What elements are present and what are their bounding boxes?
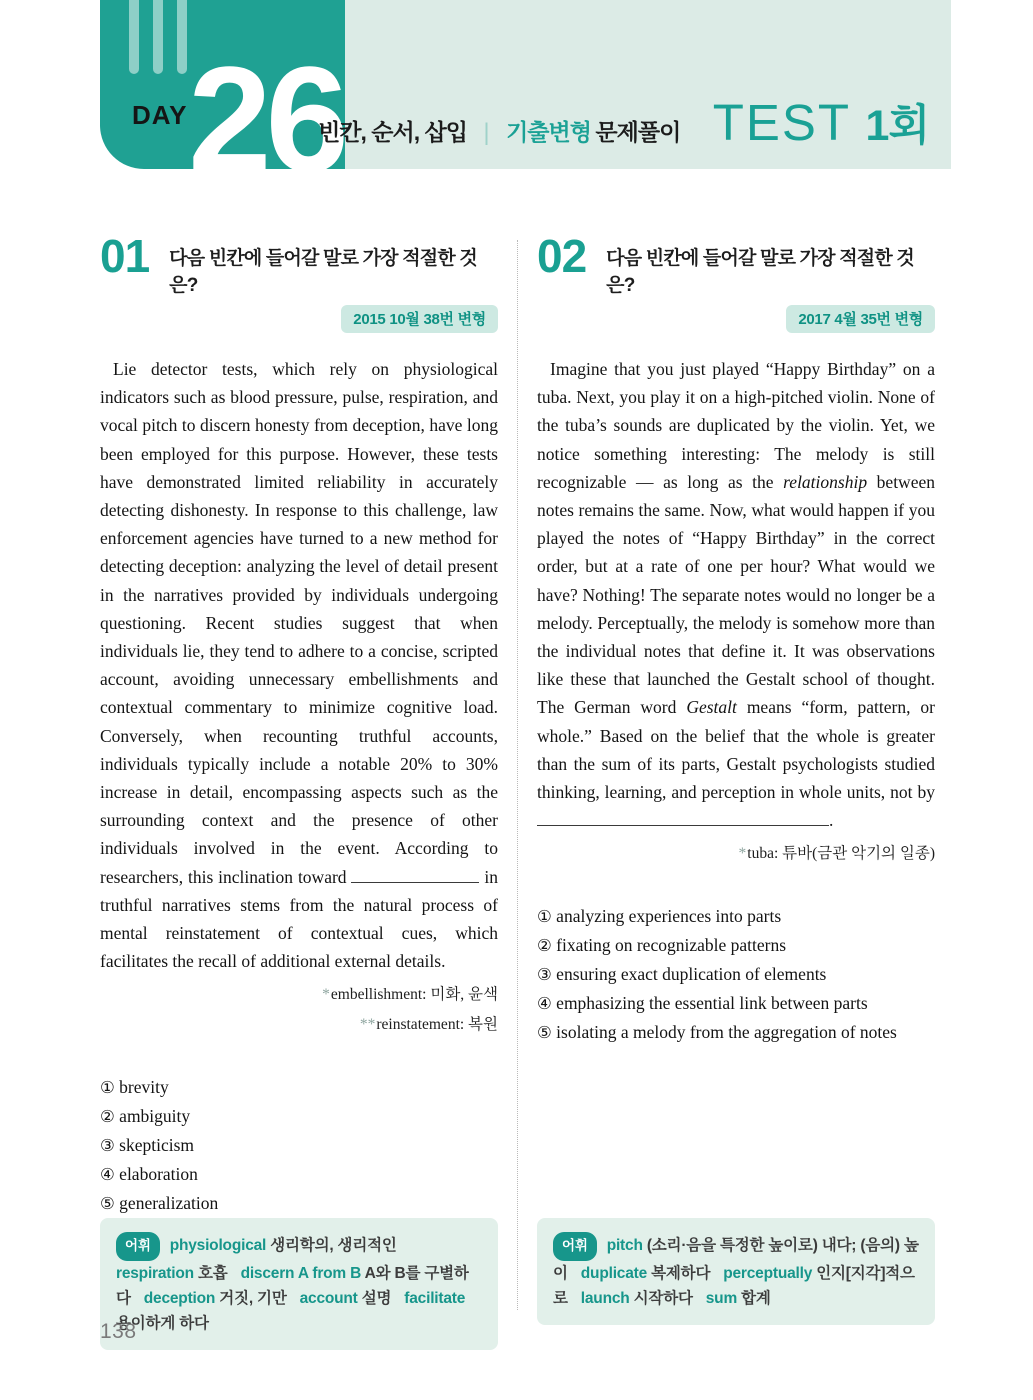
- choice-text: isolating a melody from the aggregation of notes: [551, 1022, 897, 1043]
- passage-text: relationship: [783, 471, 868, 492]
- vocab-word: facilitate: [404, 1290, 466, 1307]
- vocab-word: pitch: [606, 1237, 643, 1254]
- vocab-entry: [144, 1290, 287, 1307]
- vocab-word: duplicate: [580, 1265, 648, 1282]
- vocab-box: [100, 1218, 498, 1350]
- choice-item: [100, 1160, 498, 1189]
- choice-item: [537, 1018, 935, 1047]
- question-number: 01: [100, 230, 150, 282]
- vocab-label: 어휘: [553, 1232, 597, 1261]
- choice-text: skepticism: [114, 1135, 195, 1156]
- passage-text: .: [829, 810, 834, 831]
- passage: [100, 355, 498, 975]
- question-block: [537, 230, 936, 1307]
- test-label: TEST: [712, 94, 852, 151]
- question-header: [537, 230, 935, 297]
- vocab-word: perceptually: [723, 1265, 813, 1282]
- question-number: 02: [537, 230, 587, 282]
- footnote: [100, 1010, 498, 1040]
- vocab-word: discern A from B: [240, 1265, 362, 1282]
- footnote-asterisk: *: [322, 986, 330, 1004]
- choice-item: [100, 1189, 498, 1218]
- fill-in-blank: [351, 865, 479, 883]
- vocab-word: sum: [705, 1290, 738, 1307]
- day-label: DAY: [132, 100, 188, 130]
- day-header-block: [100, 0, 345, 203]
- question-column-right: [537, 230, 936, 1311]
- vocab-meaning: 합계: [737, 1290, 771, 1307]
- footnote-text: embellishment: 미화, 윤색: [330, 986, 498, 1004]
- choice-marker: ⑤: [100, 1194, 115, 1214]
- vocab-entry: [581, 1290, 693, 1307]
- question-prompt: 다음 빈칸에 들어갈 말로 가장 적절한 것은?: [606, 248, 914, 296]
- chapter-banner-text: [318, 92, 929, 153]
- vocab-word: deception: [143, 1290, 216, 1307]
- source-badge: 2015 10월 38번 변형: [341, 305, 498, 333]
- vocab-meaning: 시작하다: [629, 1290, 693, 1307]
- vocab-entry: [300, 1290, 392, 1307]
- fork-tine-decoration: [153, 0, 163, 74]
- fork-tine-decoration: [129, 0, 139, 74]
- footnotes: [537, 839, 935, 869]
- vocab-meaning: 호흡: [193, 1265, 228, 1282]
- vocab-word: physiological: [169, 1237, 267, 1254]
- vocab-box: [537, 1218, 935, 1325]
- passage-text: in truthful narratives stems from the natural process of mental reinstatement of contextual cues, which facilitates the recall of additional external details.: [100, 866, 498, 972]
- source-badge-row: [100, 305, 498, 335]
- choice-marker: ①: [100, 1078, 115, 1098]
- choice-marker: ③: [537, 965, 552, 985]
- section-title: 빈칸, 순서, 삽입: [318, 119, 467, 145]
- subtitle-highlight: 기출변형: [506, 119, 591, 145]
- vocab-word: launch: [580, 1290, 630, 1307]
- choice-text: generalization: [114, 1193, 219, 1214]
- footnote-text: reinstatement: 복원: [376, 1016, 498, 1034]
- choice-item: [537, 960, 935, 989]
- choice-list: [100, 1073, 498, 1218]
- choice-marker: ③: [100, 1136, 115, 1156]
- choice-text: emphasizing the essential link between parts: [551, 993, 868, 1014]
- footnotes: [100, 980, 498, 1040]
- vocab-meaning: 생리학의, 생리적인: [266, 1237, 397, 1254]
- choice-marker: ②: [537, 936, 552, 956]
- vocab-meaning: 설명: [357, 1290, 392, 1307]
- choice-item: [537, 902, 935, 931]
- choice-marker: ①: [537, 907, 552, 927]
- choice-item: [537, 989, 935, 1018]
- question-header: [100, 230, 498, 297]
- source-badge: 2017 4월 35번 변형: [786, 305, 935, 333]
- banner-separator: |: [483, 119, 490, 146]
- vocab-entry: [116, 1265, 228, 1282]
- footnote-asterisk: *: [738, 845, 747, 863]
- passage-text: between notes remains the same. Now, what would happen if you played the notes of “Happy Birthday” in the correct order, but at a rate of one per hour? What would we have? Nothing! The separate notes would no longer be a melody. Perceptually, the melody is somehow more than the individual notes that define it. It was observations like these that launched the Gestalt school of thought. The German word: [537, 471, 935, 718]
- day-number: 26: [188, 35, 343, 203]
- passage-text: Lie detector tests, which rely on physiological indicators such as blood pressure, pulse, respiration, and vocal pitch to discern honesty from deception, have long been employed for this purpose. However, these tests have demonstrated limited reliability in accurately detecting dishonesty. In response to this challenge, law enforcement agencies have turned to a new method for detecting deception: analyzing the level of detail present in the narratives provided by individuals undergoing questioning. Recent studies suggest that when individuals lie, they tend to adhere to a concise, scripted account, avoiding unnecessary embellishments and contextual commentary to minimize cognitive load. Conversely, when recounting truthful accounts, individuals typically include a notable 20% to 30% increase in detail, encompassing aspects such as the surrounding context and the presence of other individuals involved in the event. According to researchers, this inclination toward: [100, 359, 498, 887]
- page-number: 138: [100, 1320, 137, 1343]
- footnote: [537, 839, 935, 869]
- passage-text: Imagine that you just played “Happy Birthday” on a tuba. Next, you play it on a high-pitched violin. None of the tuba’s sounds are duplicated by the violin. Yet, we notice something interesting: The melody is still recognizable — as long as the: [537, 359, 935, 492]
- question-prompt: 다음 빈칸에 들어갈 말로 가장 적절한 것은?: [169, 248, 477, 296]
- choice-item: [100, 1073, 498, 1102]
- choice-marker: ④: [537, 994, 552, 1014]
- choice-item: [100, 1102, 498, 1131]
- choice-text: brevity: [114, 1077, 169, 1098]
- column-divider: [517, 240, 518, 1310]
- vocab-entries: [116, 1237, 469, 1332]
- vocab-entry: [170, 1237, 397, 1254]
- chapter-banner: [318, 0, 951, 169]
- choice-marker: ④: [100, 1165, 115, 1185]
- choice-marker: ⑤: [537, 1023, 552, 1043]
- choice-text: elaboration: [114, 1164, 198, 1185]
- passage: [537, 355, 935, 834]
- choice-item: [537, 931, 935, 960]
- fork-tine-decoration: [177, 0, 187, 74]
- vocab-entry: [581, 1265, 710, 1282]
- test-number: 1회: [865, 102, 929, 150]
- vocab-word: account: [299, 1290, 358, 1307]
- vocab-label: 어휘: [116, 1232, 160, 1261]
- choice-text: fixating on recognizable patterns: [551, 935, 787, 956]
- choice-text: analyzing experiences into parts: [551, 906, 782, 927]
- vocab-meaning: A와 B를 구별하다: [116, 1265, 469, 1307]
- footnote-text: tuba: 튜바(금관 악기의 일종): [747, 845, 935, 863]
- vocab-meaning: (소리·음을 특정한 높이로) 내다; (음의) 높이: [553, 1237, 919, 1282]
- vocab-meaning: 용이하게 하다: [116, 1315, 209, 1332]
- source-badge-row: [537, 305, 935, 335]
- subtitle-rest: 문제풀이: [595, 119, 681, 145]
- vocab-entries: [553, 1237, 919, 1307]
- vocab-entry: [706, 1290, 771, 1307]
- choice-list: [537, 902, 935, 1047]
- vocab-meaning: 인지[지각]적으로: [553, 1265, 915, 1307]
- vocab-meaning: 복제하다: [647, 1265, 711, 1282]
- choice-text: ensuring exact duplication of elements: [551, 964, 827, 985]
- passage-text: Gestalt: [686, 697, 737, 718]
- vocab-meaning: 거짓, 기만: [215, 1290, 287, 1307]
- passage-text: means “form, pattern, or whole.” Based on the belief that the whole is greater than the sum of its parts, Gestalt psychologists studied thinking, learning, and perception in whole units, not by: [537, 697, 936, 803]
- choice-item: [100, 1131, 498, 1160]
- choice-text: ambiguity: [114, 1106, 191, 1127]
- fill-in-blank: [537, 809, 829, 827]
- footnote: [100, 980, 498, 1010]
- footnote-asterisk: **: [359, 1016, 376, 1034]
- vocab-word: respiration: [116, 1265, 194, 1282]
- choice-marker: ②: [100, 1107, 115, 1127]
